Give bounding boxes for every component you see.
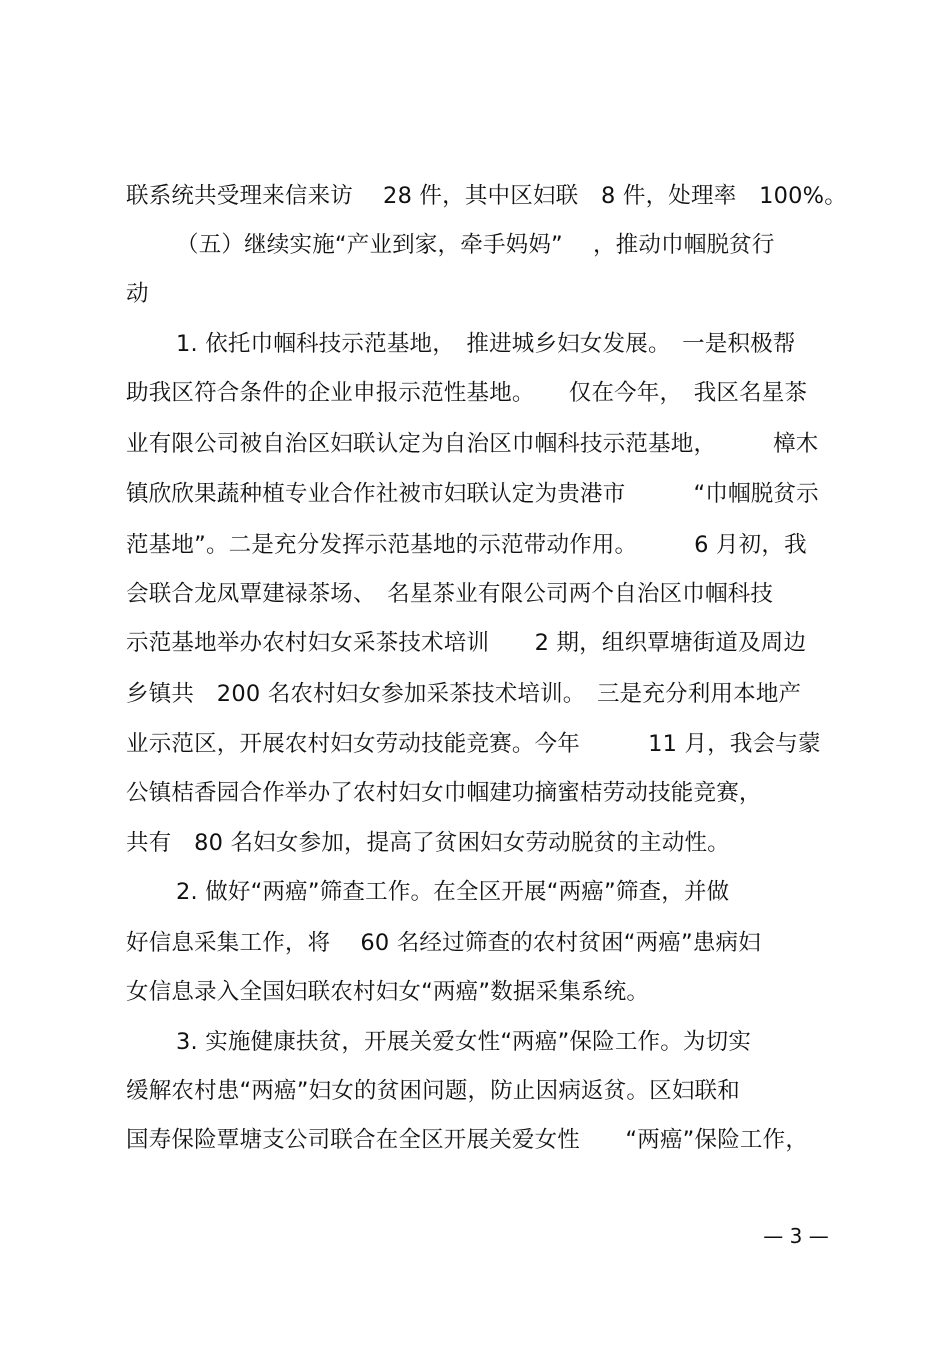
paragraph-start: 3. 实施健康扶贫，开展关爱女性“两癌”保险工作。为切实 [176, 1029, 752, 1055]
page-number: — 3 — [763, 1224, 829, 1248]
text-line: 乡镇共 200 名农村妇女参加采茶技术培训。 三是充分利用本地产 [126, 681, 802, 707]
text-line: 助我区符合条件的企业申报示范性基地。 仅在今年， 我区名星茶 [126, 380, 808, 406]
text-line: 镇欣欣果蔬种植专业合作社被市妇联认定为贵港市 “巾帼脱贫示 [126, 481, 819, 507]
paragraph-start: 1. 依托巾帼科技示范基地， 推进城乡妇女发展。 一是积极帮 [176, 331, 796, 357]
text-line: 缓解农村患“两癌”妇女的贫困问题，防止因病返贫。区妇联和 [126, 1078, 740, 1104]
text-line: 范基地”。二是充分发挥示范基地的示范带动作用。 6 月初，我 [126, 532, 807, 558]
section-heading: （五）继续实施“产业到家，牵手妈妈” ，推动巾帼脱贫行 [176, 232, 775, 258]
text-line: 女信息录入全国妇联农村妇女“两癌”数据采集系统。 [126, 979, 650, 1005]
text-line: 示范基地举办农村妇女采茶技术培训 2 期，组织覃塘街道及周边 [126, 630, 807, 656]
text-line: 共有 80 名妇女参加，提高了贫困妇女劳动脱贫的主动性。 [126, 830, 730, 856]
text-line: 业有限公司被自治区妇联认定为自治区巾帼科技示范基地， 樟木 [126, 431, 819, 457]
text-line: 会联合龙凤覃建禄茶场、 名星茶业有限公司两个自治区巾帼科技 [126, 581, 774, 607]
text-line: 好信息采集工作，将 60 名经过筛查的农村贫困“两癌”患病妇 [126, 930, 761, 956]
text-line: 业示范区，开展农村妇女劳动技能竞赛。今年 11 月，我会与蒙 [126, 731, 821, 757]
text-line: 联系统共受理来信来访 28 件，其中区妇联 8 件，处理率 100%。 [126, 183, 847, 209]
paragraph-start: 2. 做好“两癌”筛查工作。在全区开展“两癌”筛查，并做 [176, 879, 730, 905]
text-line: 动 [126, 281, 149, 307]
text-line: 国寿保险覃塘支公司联合在全区开展关爱女性 “两癌”保险工作， [126, 1127, 809, 1153]
text-line: 公镇桔香园合作举办了农村妇女巾帼建功摘蜜桔劳动技能竞赛， [126, 780, 762, 806]
